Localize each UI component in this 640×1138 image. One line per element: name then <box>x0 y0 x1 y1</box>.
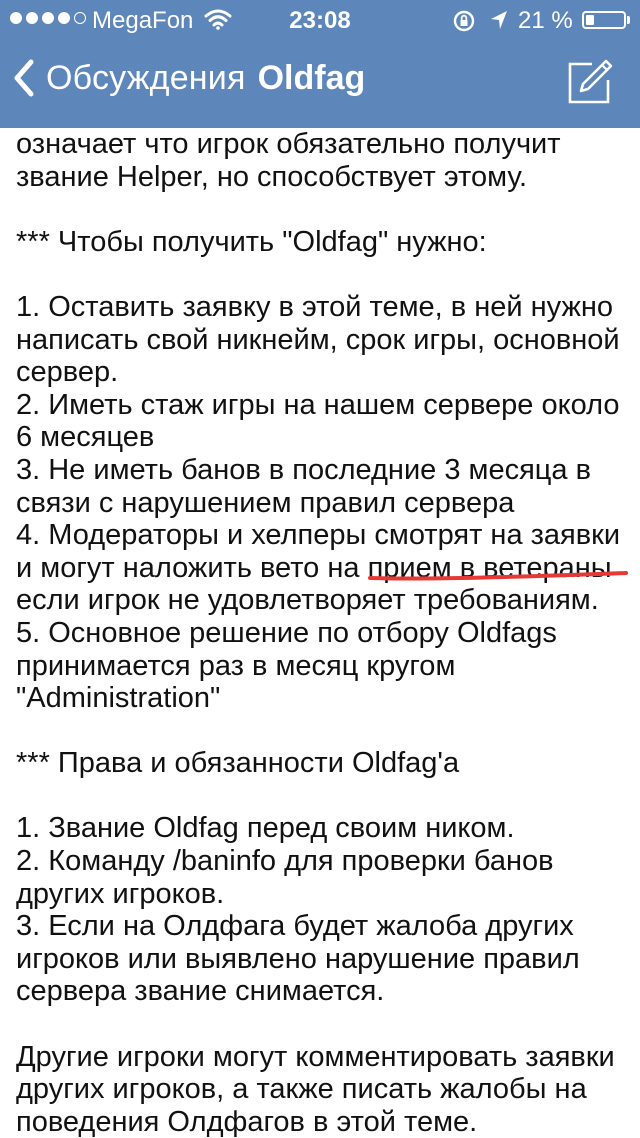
back-button[interactable] <box>12 58 365 98</box>
post-text-line: поведения Олдфагов в этой теме. <box>16 1105 478 1138</box>
post-text-line: игроков или выявлено нарушение правил <box>16 942 580 975</box>
post-text-line: других игроков. <box>16 877 225 910</box>
post-text-line: Другие игроки могут комментировать заявки <box>16 1040 615 1073</box>
carrier-name: MegaFon <box>92 7 194 34</box>
battery-icon <box>582 11 626 29</box>
post-body <box>16 128 626 1138</box>
post-text-line <box>16 193 626 226</box>
status-time: 23:08 <box>289 7 351 34</box>
post-text-line: означает что игрок обязательно получит <box>16 128 561 160</box>
post-text-line: 6 месяцев <box>16 421 155 454</box>
battery-percent: 21 % <box>518 7 573 34</box>
post-text-line: если игрок не удовлетворяет требованиям. <box>16 584 599 617</box>
post-text-line: 1. Оставить заявку в этой теме, в ней нужно <box>16 290 614 323</box>
post-text-line: 4. Модераторы и хелперы смотрят на заявки <box>16 519 621 552</box>
post-text-line: 3. Не иметь банов в последние 3 месяца в <box>16 453 591 486</box>
post-text-line: связи с нарушением правил сервера <box>16 486 515 519</box>
top-bar <box>0 0 640 128</box>
chevron-left-icon <box>12 58 36 98</box>
post-text-line: 5. Основное решение по отбору Oldfags <box>16 616 557 649</box>
rotation-lock-icon <box>452 9 476 40</box>
post-text-line: сервера звание снимается. <box>16 975 385 1008</box>
post-text-line: и могут наложить вето на прием в ветераны <box>16 551 612 584</box>
post-text-line: других игроков, а также писать жалобы на <box>16 1073 587 1106</box>
battery-tip <box>627 16 630 24</box>
post-text-line <box>16 780 626 813</box>
status-bar <box>0 0 640 40</box>
post-text-line: *** Чтобы получить "Oldfag" нужно: <box>16 225 487 258</box>
post-text-line: 3. Если на Олдфага будет жалоба других <box>16 910 574 943</box>
post-text-line: сервер. <box>16 356 119 389</box>
post-text-line: звание Helper, но способствует этому. <box>16 160 528 193</box>
page-title: Oldfag <box>257 58 366 97</box>
post-text-line: принимается раз в месяц кругом <box>16 649 456 682</box>
battery-fill <box>586 15 594 25</box>
post-text-line: 2. Команду /baninfo для проверки банов <box>16 845 554 878</box>
compose-button[interactable] <box>566 58 614 111</box>
post-text-line: написать свой никнейм, срок игры, основной <box>16 323 620 356</box>
post-text-line: *** Права и обязанности Oldfag'a <box>16 747 460 780</box>
post-text-line: "Administration" <box>16 682 221 715</box>
post-text-line: 2. Иметь стаж игры на нашем сервере около <box>16 388 620 421</box>
back-button-label: Обсуждения <box>46 58 246 97</box>
post-text-line <box>16 715 626 748</box>
post-text-line: 1. Звание Oldfag перед своим ником. <box>16 812 515 845</box>
location-arrow-icon <box>489 9 509 38</box>
post-text-line <box>16 258 626 291</box>
compose-icon <box>566 58 614 106</box>
post-text-line <box>16 1008 626 1041</box>
